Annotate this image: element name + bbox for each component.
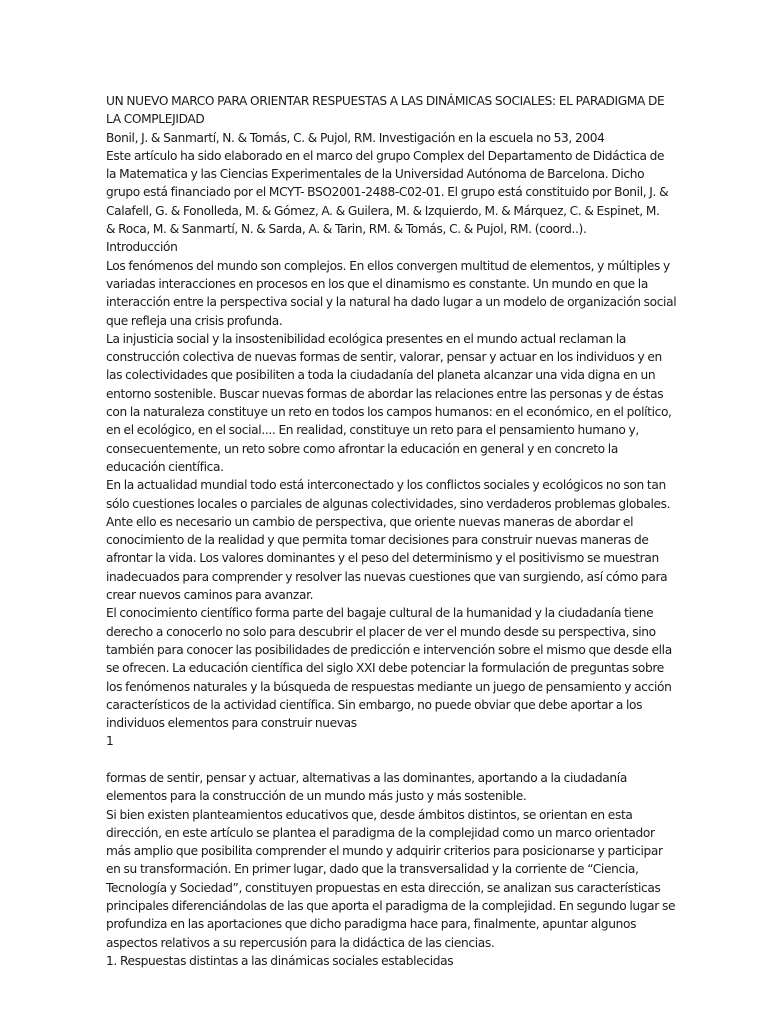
text-line: Calafell, G. & Fonolleda, M. & Gómez, A. & Guilera, M. & Izquierdo, M. & Márquez, C. & Espinet, M.: [106, 203, 660, 218]
text-line: individuos elementos para construir nuevas: [106, 716, 357, 731]
text-line: Los fenómenos del mundo son complejos. En ellos convergen multitud de elementos, y múltiples y: [106, 258, 670, 273]
text-block-2: [106, 769, 676, 970]
text-line: crear nuevos caminos para avanzar.: [106, 588, 314, 603]
section-heading: Introducción: [106, 240, 178, 255]
text-line: la Matematica y las Ciencias Experimentales de la Universidad Autónoma de Barcelona. Dicho: [106, 167, 645, 182]
text-line: construcción colectiva de nuevas formas de sentir, valorar, pensar y actuar en los individuos y en: [106, 350, 662, 365]
text-line: & Roca, M. & Sanmartí, N. & Sarda, A. & Tarin, RM. & Tomás, C. & Pujol, RM. (coord..).: [106, 222, 587, 237]
text-line: afrontar la vida. Los valores dominantes y el peso del determinismo y el positivismo se muestran: [106, 551, 659, 566]
text-line: Ante ello es necesario un cambio de perspectiva, que oriente nuevas maneras de abordar el: [106, 514, 634, 529]
text-line: se ofrecen. La educación científica del siglo XXI debe potenciar la formulación de preguntas sobre: [106, 661, 664, 676]
text-line: también para conocer las posibilidades de predicción e intervención sobre el mismo que desde ella: [106, 642, 672, 657]
text-line: consecuentemente, un reto sobre como afrontar la educación en general y en concreto la: [106, 441, 618, 456]
text-line: educación científica.: [106, 459, 224, 474]
text-line: aspectos relativos a su repercusión para la didáctica de las ciencias.: [106, 935, 495, 950]
text-block-1: [106, 92, 677, 751]
text-line: En la actualidad mundial todo está interconectado y los conflictos sociales y ecológicos no son tan: [106, 478, 666, 493]
text-line: con la naturaleza constituye un reto en todos los campos humanos: en el económico, en el político,: [106, 405, 672, 420]
section-heading-1: 1. Respuestas distintas a las dinámicas sociales establecidas: [106, 953, 454, 968]
text-line: entorno sostenible. Buscar nuevas formas de abordar las relaciones entre las personas y de éstas: [106, 386, 664, 401]
citation-line: Bonil, J. & Sanmartí, N. & Tomás, C. & Pujol, RM. Investigación en la escuela no 53, 2004: [106, 130, 605, 145]
text-line: elementos para la construcción de un mundo más justo y más sostenible.: [106, 789, 527, 804]
page-break-gap: [106, 751, 666, 769]
document-page: [106, 92, 677, 970]
text-line: Si bien existen planteamientos educativos que, desde ámbitos distintos, se orientan en esta: [106, 807, 633, 822]
text-line: La injusticia social y la insostenibilidad ecológica presentes en el mundo actual reclaman la: [106, 331, 626, 346]
text-line: formas de sentir, pensar y actuar, alternativas a las dominantes, aportando a la ciudadanía: [106, 770, 627, 785]
document-title-line-1: UN NUEVO MARCO PARA ORIENTAR RESPUESTAS A LAS DINÁMICAS SOCIALES: EL PARADIGMA DE: [106, 94, 665, 108]
text-line: profundiza en las aportaciones que dicho paradigma hace para, finalmente, apuntar algunos: [106, 917, 637, 932]
text-line: Este artículo ha sido elaborado en el marco del grupo Complex del Departamento de Didáctica de: [106, 148, 665, 163]
text-line: variadas interacciones en procesos en los que el dinamismo es constante. Un mundo en que la: [106, 276, 648, 291]
text-line: que refleja una crisis profunda.: [106, 313, 283, 328]
text-line: dirección, en este artículo se plantea el paradigma de la complejidad como un marco orientador: [106, 825, 655, 840]
text-line: inadecuados para comprender y resolver las nuevas cuestiones que van surgiendo, así cómo para: [106, 569, 668, 584]
text-line: principales diferenciándolas de las que aporta el paradigma de la complejidad. En segundo lugar se: [106, 899, 676, 914]
text-line: El conocimiento científico forma parte del bagaje cultural de la humanidad y la ciudadanía tiene: [106, 606, 654, 621]
document-title-line-2: LA COMPLEJIDAD: [106, 112, 205, 127]
text-line: conocimiento de la realidad y que permita tomar decisiones para construir nuevas maneras de: [106, 533, 649, 548]
text-line: las colectividades que posibiliten a toda la ciudadanía del planeta alcanzar una vida digna en un: [106, 368, 656, 383]
text-line: característicos de la actividad científica. Sin embargo, no puede obviar que debe aportar a los: [106, 697, 643, 712]
text-line: Tecnología y Sociedad”, constituyen propuestas en esta dirección, se analizan sus características: [106, 880, 661, 895]
text-line: interacción entre la perspectiva social y la natural ha dado lugar a un modelo de organización social: [106, 295, 677, 310]
text-line: más amplio que posibilita comprender el mundo y adquirir criterios para posicionarse y participar: [106, 844, 663, 859]
text-line: en su transformación. En primer lugar, dado que la transversalidad y la corriente de “Ciencia,: [106, 862, 639, 877]
text-line: grupo está financiado por el MCYT- BSO2001-2488-C02-01. El grupo está constituido por Bonil, J. &: [106, 185, 669, 200]
text-line: sólo cuestiones locales o parciales de algunas colectividades, sino verdaderos problemas globales.: [106, 496, 671, 511]
text-line: en el ecológico, en el social.... En realidad, constituye un reto para el pensamiento humano y,: [106, 423, 639, 438]
page-number: 1: [106, 734, 114, 749]
text-line: los fenómenos naturales y la búsqueda de respuestas mediante un juego de pensamiento y acción: [106, 679, 672, 694]
text-line: derecho a conocerlo no solo para descubrir el placer de ver el mundo desde su perspectiva, sino: [106, 624, 656, 639]
